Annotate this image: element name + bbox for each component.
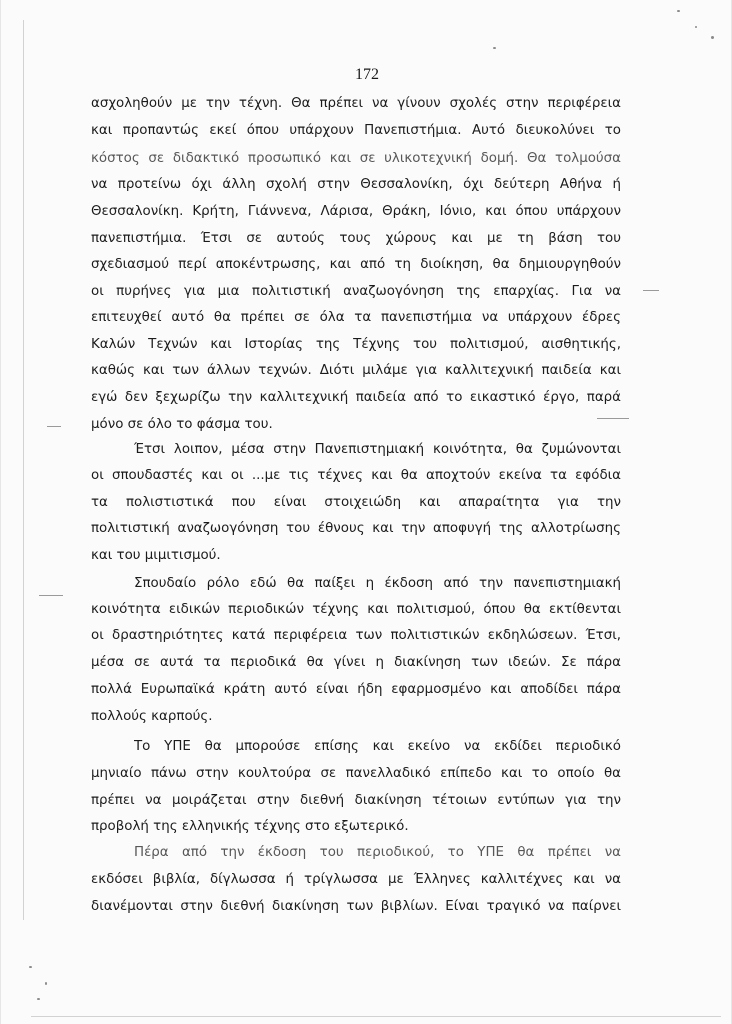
text-line: σχεδιασμού περί αποκέντρωσης, και από τη διοίκηση, θα δημιουργηθούν: [91, 257, 621, 272]
text-line: οι πυρήνες για μια πολιτιστική αναζωογόνηση της επαρχίας. Για να: [91, 284, 621, 299]
text-line: Σπουδαίο ρόλο εδώ θα παίξει η έκδοση από την πανεπιστημιακή: [134, 576, 621, 591]
text-line: πολιτιστική αναζωογόνηση του έθνους και την αποφυγή της αλλοτρίωσης: [91, 521, 621, 536]
text-line: μόνο σε όλο το φάσμα του.: [91, 417, 273, 432]
text-line: μέσα σε αυτά τα περιοδικά θα γίνει η διακίνηση των ιδεών. Σε πάρα: [91, 655, 621, 670]
text-line: επιτευχθεί αυτό θα πρέπει σε όλα τα πανεπιστήμια να υπάρχουν έδρες: [91, 310, 621, 325]
text-line: να προτείνω όχι άλλη σχολή στην Θεσσαλονίκη, όχι δεύτερη Αθήνα ή: [91, 177, 621, 192]
text-line: πρέπει να μοιράζεται στην διεθνή διακίνηση τέτοιων εντύπων για την: [91, 793, 621, 808]
text-line: ασχοληθούν με την τέχνη. Θα πρέπει να γίνουν σχολές στην περιφέρεια: [91, 96, 621, 111]
text-line: πανεπιστήμια. Έτσι σε αυτούς τους χώρους και με τη βάση του: [91, 231, 621, 246]
text-line: κοινότητα ειδικών περιοδικών τέχνης και πολιτισμού, όπου θα εκτίθενται: [91, 602, 621, 617]
text-line: και προπαντώς εκεί όπου υπάρχουν Πανεπιστήμια. Αυτό διευκολύνει το: [91, 123, 621, 138]
text-line: Θεσσαλονίκη. Κρήτη, Γιάννενα, Λάρισα, Θράκη, Ιόνιο, και όπου υπάρχουν: [91, 204, 621, 219]
text-line: πολλούς καρπούς.: [91, 709, 213, 724]
text-line: Καλών Τεχνών και Ιστορίας της Τέχνης του πολιτισμού, αισθητικής,: [91, 337, 621, 352]
body-text: [1, 0, 732, 1024]
text-line: εκδόσει βιβλία, δίγλωσσα ή τρίγλωσσα με Έλληνες καλλιτέχνες και να: [91, 872, 621, 887]
text-line: προβολή της ελληνικής τέχνης στο εξωτερικό.: [91, 819, 409, 834]
text-line: οι σπουδαστές και οι ...με τις τέχνες και θα αποχτούν εκείνα τα εφόδια: [91, 468, 621, 483]
text-line: διανέμονται στην διεθνή διακίνηση των βιβλίων. Είναι τραγικό να παίρνει: [91, 899, 621, 914]
text-line: μηνιαίο πάνω στην κουλτούρα σε πανελλαδικό επίπεδο και το οποίο θα: [91, 766, 621, 781]
text-line: κόστος σε διδακτικό προσωπικό και σε υλικοτεχνική δομή. Θα τολμούσα: [91, 151, 621, 166]
text-line: πολλά Ευρωπαϊκά κράτη αυτό είναι ήδη εφαρμοσμένο και αποδίδει πάρα: [91, 682, 621, 697]
text-line: Έτσι λοιπον, μέσα στην Πανεπιστημιακή κοινότητα, θα ζυμώνονται: [134, 442, 621, 457]
text-line: οι δραστηριότητες κατά περιφέρεια των πολιτιστικών εκδηλώσεων. Έτσι,: [91, 628, 621, 643]
text-line: καθώς και των άλλων τεχνών. Διότι μιλάμε για καλλιτεχνική παιδεία και: [91, 363, 621, 378]
text-line: εγώ δεν ξεχωρίζω την καλλιτεχνική παιδεία από το εικαστικό έργο, παρά: [91, 390, 621, 405]
text-line: τα πολιστιστικά που είναι στοιχειώδη και απαραίτητα για την: [91, 495, 621, 510]
text-line: Πέρα από την έκδοση του περιοδικού, το ΥΠΕ θα πρέπει να: [134, 845, 621, 860]
text-line: και του μιμιτισμού.: [91, 548, 221, 563]
text-line: Το ΥΠΕ θα μπορούσε επίσης και εκείνο να εκδίδει περιοδικό: [134, 739, 621, 754]
page-number: 172: [355, 66, 379, 83]
